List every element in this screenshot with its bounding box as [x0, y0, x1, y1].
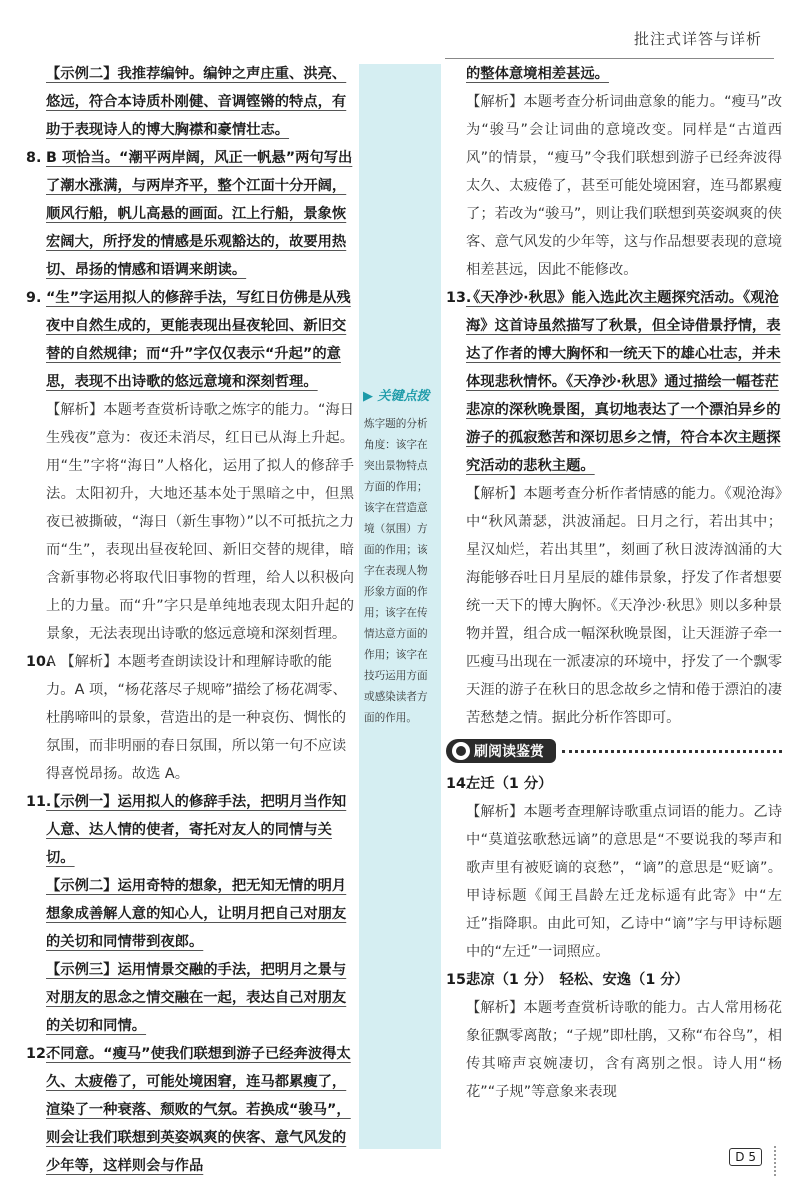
question-15-number: 15.: [446, 972, 472, 988]
book-icon: [452, 742, 470, 760]
key-tip-sidebar: [359, 64, 441, 1149]
question-11-example-2: 【示例二】运用奇特的想象，把无知无情的明月想象成善解人意的知心人，让明月把自己对朋友的关切和同情带到夜郎。: [46, 878, 347, 950]
corner-dots: [774, 1146, 786, 1176]
header-rule: [445, 58, 774, 59]
question-8-answer: B 项恰当。“潮平两岸阔，风正一帆悬”两句写出了潮水涨满，与两岸齐平，整个江面十分开阔，顺风行船，帆儿高悬的画面。江上行船，景象恢宏阔大，所抒发的情感是乐观豁达的，故要用热切、昂扬的情感和语调来朗读。: [46, 150, 353, 278]
reading-section-tag: [446, 739, 556, 763]
left-column: [26, 60, 354, 1180]
question-9-number: 9.: [26, 290, 42, 306]
question-8: [26, 144, 354, 284]
question-12-answer: 不同意。“瘦马”使我们联想到游子已经奔波得太久、太疲倦了，可能处境困窘，连马都累瘦了，渲染了一种衰落、颓败的气氛。若换成“骏马”，则会让我们联想到英姿飒爽的侠客、意气风发的少年等，这样则会与作品: [46, 1046, 351, 1174]
q7-example-2: 【示例二】我推荐编钟。编钟之声庄重、洪亮、悠远，符合本诗质朴刚健、音调铿锵的特点，有助于表现诗人的博大胸襟和豪情壮志。: [46, 66, 347, 138]
question-14-explanation: 【解析】本题考查理解诗歌重点词语的能力。乙诗中“莫道弦歌愁远谪”的意思是“不要说我的琴声和歌声里有被贬谪的哀愁”，“谪”的意思是“贬谪”。甲诗标题《闻王昌龄左迁龙标遥有此寄》中“左迁”指降职。由此可知，乙诗中“谪”字与甲诗标题中的“左迁”一词照应。: [466, 804, 782, 960]
question-10: [26, 648, 354, 788]
question-11-example-3: 【示例三】运用情景交融的手法，把明月之景与对朋友的思念之情交融在一起，表达自己对朋友的关切和同情。: [46, 962, 347, 1034]
reading-section-title: 刷阅读鉴赏: [474, 744, 544, 760]
key-tip-body: 炼字题的分析角度：该字在突出景物特点方面的作用；该字在营造意境（氛围）方面的作用；该字在表现人物形象方面的作用；该字在传情达意方面的作用；该字在技巧运用方面或感染读者方面的作用。: [364, 418, 428, 724]
question-13-answer: 《天净沙·秋思》能入选此次主题探究活动。《观沧海》这首诗虽然描写了秋景，但全诗借景抒情，表达了作者的博大胸怀和一统天下的雄心壮志，并未体现悲秋情怀。《天净沙·秋思》通过描绘一幅苍茫悲凉的深秋晚景图，真切地表达了一个漂泊异乡的游子的孤寂愁苦和深切思乡之情，符合本次主题探究活动的悲秋主题。: [466, 290, 781, 474]
question-14-answer: 左迁（1 分）: [466, 776, 553, 792]
question-10-answer: A 【解析】本题考查朗读设计和理解诗歌的能力。A 项，“杨花落尽子规啼”描绘了杨花凋零、杜鹃啼叫的景象，营造出的是一种哀伤、惆怅的氛围，而非明丽的春日氛围，所以第一句不应读得喜悦昂扬。故选 A。: [46, 654, 347, 782]
question-9: [26, 284, 354, 648]
key-tip-title: ▶ 关键点拨: [363, 389, 430, 404]
question-15-explanation: 【解析】本题考查赏析诗歌的能力。古人常用杨花象征飘零离散；“子规”即杜鹃，又称“布谷鸟”，相传其啼声哀婉凄切，含有离别之恨。诗人用“杨花”“子规”等意象来表现: [466, 1000, 782, 1100]
page-header: 批注式详答与详析: [633, 30, 762, 48]
question-8-number: 8.: [26, 150, 42, 166]
question-14-number: 14.: [446, 776, 472, 792]
question-11-number: 11.: [26, 794, 52, 810]
question-14: [446, 770, 782, 966]
question-11: [26, 788, 354, 1040]
question-9-answer: “生”字运用拟人的修辞手法，写红日仿佛是从残夜中自然生成的，更能表现出昼夜轮回、新旧交替的自然规律；而“升”字仅仅表示“升起”的意思，表现不出诗歌的悠远意境和深刻哲理。: [46, 290, 351, 390]
question-9-explanation: 【解析】本题考查赏析诗歌之炼字的能力。“海日生残夜”意为：夜还未消尽，红日已从海上升起。用“生”字将“海日”人格化，运用了拟人的修辞手法。太阳初升，大地还基本处于黑暗之中，但黑夜已被撕破，“海日（新生事物）”以不可抵抗之力而“生”，表现出昼夜轮回、新旧交替的规律，暗含新事物必将取代旧事物的哲理，给人以积极向上的力量。而“升”字只是单纯地表现太阳升起的景象，无法表现出诗歌的悠远意境和深刻哲理。: [46, 402, 354, 642]
question-10-number: 10.: [26, 654, 52, 670]
question-12-answer-continued: 的整体意境相差甚远。: [466, 66, 609, 82]
page-number: D 5: [729, 1148, 762, 1166]
question-12-explanation: 【解析】本题考查分析词曲意象的能力。“瘦马”改为“骏马”会让词曲的意境改变。同样是“古道西风”的情景，“瘦马”令我们联想到游子已经奔波得太久、太疲倦了，甚至可能处境困窘，连马都累瘦了；若改为“骏马”，则让我们联想到英姿飒爽的侠客、意气风发的少年等，这与作品想要表现的意境相差甚远，因此不能修改。: [466, 94, 782, 278]
key-tip-title-text: 关键点拨: [377, 389, 430, 404]
question-13-explanation: 【解析】本题考查分析作者情感的能力。《观沧海》中“秋风萧瑟，洪波涌起。日月之行，若出其中；星汉灿烂，若出其里”，刻画了秋日波涛汹涌的大海能够吞吐日月星辰的雄伟景象，抒发了作者想要统一天下的博大胸怀。《天净沙·秋思》则以多种景物并置，组合成一幅深秋晚景图，让天涯游子牵一匹瘦马出现在一派凄凉的环境中，抒发了一个飘零天涯的游子在秋日的思念故乡之情和倦于漂泊的凄苦愁楚之情。据此分析作答即可。: [466, 486, 782, 726]
reading-section-header: [446, 738, 782, 764]
question-12-number: 12.: [26, 1046, 52, 1062]
right-column: [446, 60, 782, 1106]
question-15-answer: 悲凉（1 分） 轻松、安逸（1 分）: [466, 972, 689, 988]
question-13-number: 13.: [446, 290, 472, 306]
question-12: [26, 1040, 354, 1180]
question-13: [446, 284, 782, 732]
section-dotted-rule: [562, 750, 782, 753]
question-15: [446, 966, 782, 1106]
question-11-example-1: 【示例一】运用拟人的修辞手法，把明月当作知人意、达人情的使者，寄托对友人的同情与关切。: [46, 794, 347, 866]
